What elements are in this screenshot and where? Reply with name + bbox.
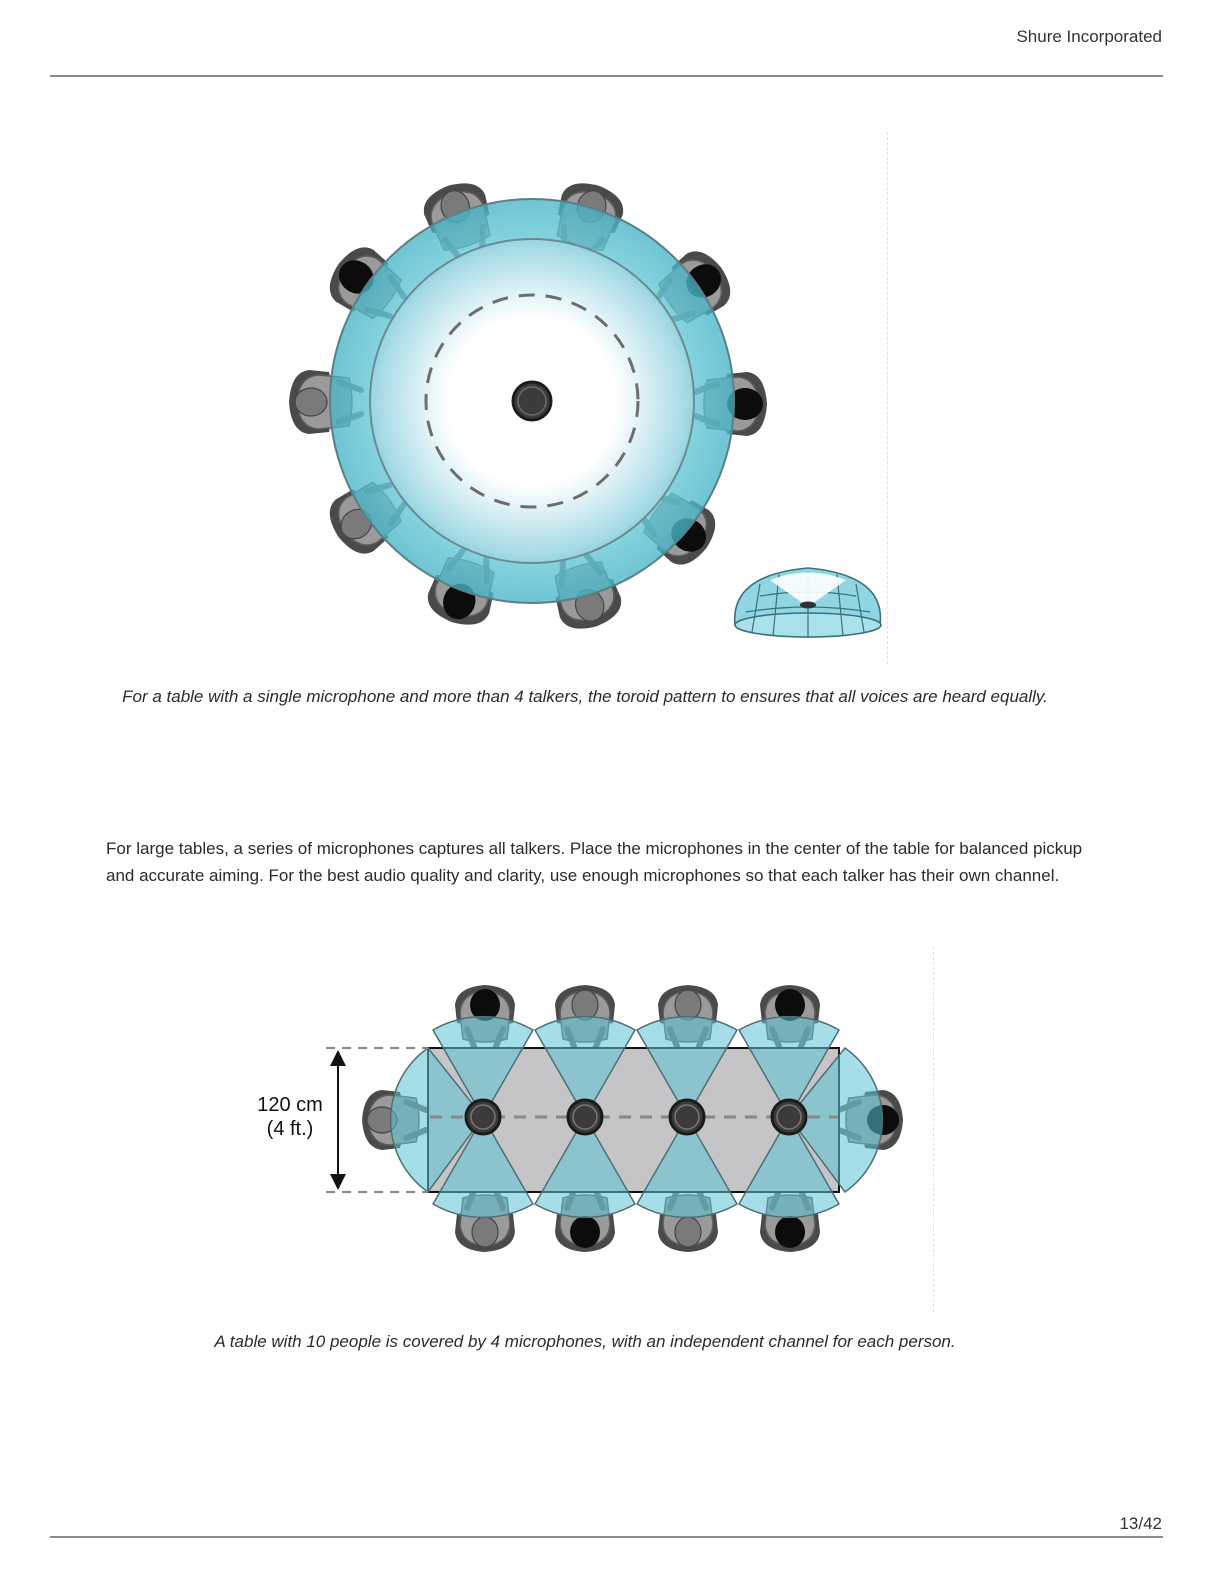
figure1-round-table-diagram [0,0,1224,700]
figure1-caption: For a table with a single microphone and more than 4 talkers, the toroid pattern to ensures that all voices are heard equally. [122,687,1048,706]
microphone-1 [466,1100,500,1134]
footer-rule [50,1536,1163,1538]
microphone-4 [772,1100,806,1134]
figure2-caption: A table with 10 people is covered by 4 microphones, with an independent channel for each person. [214,1332,956,1351]
dimension-metric: 120 cm [257,1094,323,1116]
microphone-2 [568,1100,602,1134]
page-number: 13/42 [1119,1514,1162,1533]
body-paragraph: For large tables, a series of microphones captures all talkers. Place the microphones in the center of the table for balanced pickup and accurate aiming. For the best audio quality and clarity, use enough microphones so that each talker has their own channel. [106,839,1083,885]
header-company: Shure Incorporated [1016,27,1162,46]
figure2-long-table-diagram [0,940,1224,1340]
toroid-pattern-icon [735,568,881,638]
dimension-imperial: (4 ft.) [266,1118,314,1140]
microphone-3 [670,1100,704,1134]
